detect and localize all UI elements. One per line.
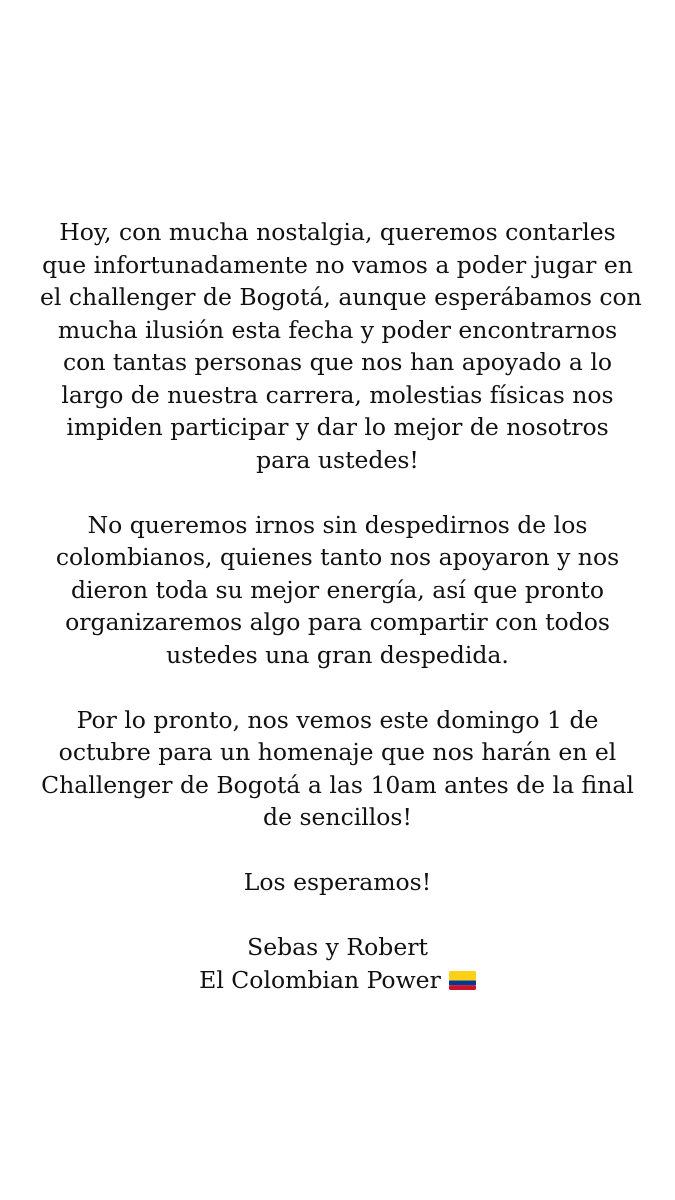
text-line: organizaremos algo para compartir con todos (65, 608, 610, 636)
flag-stripe-red (449, 985, 476, 990)
text-line: Por lo pronto, nos vemos este domingo 1 de (76, 705, 599, 734)
signature-team: El Colombian Power (199, 965, 441, 994)
paragraph-1 (40, 216, 642, 476)
paragraph-gap (40, 899, 635, 932)
closing-line: Los esperamos! (243, 868, 432, 896)
paragraph-gap (40, 834, 635, 867)
text-line: octubre para un homenaje que nos harán en el (58, 738, 617, 766)
text-line: de sencillos! (263, 803, 412, 831)
text-line: para ustedes! (256, 445, 419, 474)
text-line: impiden participar y dar lo mejor de nosotros (66, 413, 609, 441)
text-line: ustedes una gran despedida. (166, 640, 509, 669)
text-line: con tantas personas que nos han apoyado a lo (63, 348, 612, 376)
signature-names: Sebas y Robert (247, 933, 428, 961)
colombia-flag-icon (449, 971, 476, 990)
announcement-message (40, 216, 642, 996)
paragraph-gap (40, 476, 635, 509)
text-line: Challenger de Bogotá a las 10am antes de la final (41, 770, 634, 799)
text-line: mucha ilusión esta fecha y poder encontrarnos (57, 315, 618, 344)
paragraph-2 (40, 509, 635, 672)
text-line: que infortunadamente no vamos a poder jugar en (42, 250, 633, 279)
text-line: dieron toda su mejor energía, así que pronto (70, 575, 605, 604)
text-line: colombianos, quienes tanto nos apoyaron y nos (55, 543, 620, 571)
text-line: el challenger de Bogotá, aunque esperábamos con (40, 283, 642, 311)
flag-stripe-yellow (449, 971, 476, 981)
paragraph-3 (40, 704, 635, 834)
text-line: Hoy, con mucha nostalgia, queremos contarles (59, 218, 616, 246)
paragraph-gap (40, 671, 635, 704)
signature-team-line (40, 964, 635, 997)
text-line: largo de nuestra carrera, molestias físicas nos (61, 380, 614, 409)
flag-stripe-blue (449, 980, 476, 985)
text-line: No queremos irnos sin despedirnos de los (87, 510, 588, 539)
